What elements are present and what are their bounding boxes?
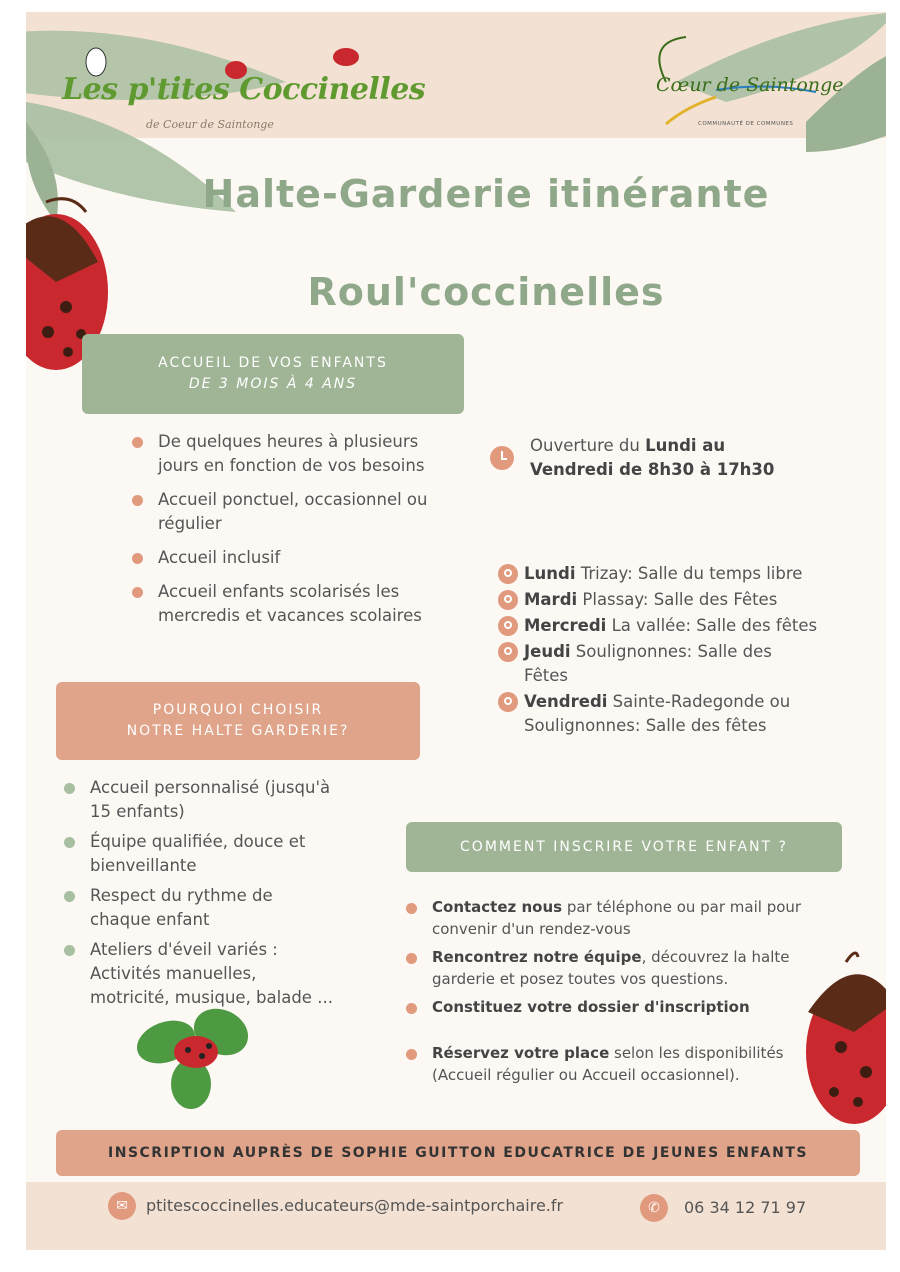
phone-number[interactable]: 06 34 12 71 97 [684, 1198, 807, 1217]
location-item: Jeudi Soulignonnes: Salle des Fêtes [498, 640, 818, 688]
inscription-banner-text: INSCRIPTION AUPRÈS DE SOPHIE GUITTON EDUCATRICE DE JEUNES ENFANTS [108, 1144, 808, 1161]
page-subtitle: Roul'coccinelles [307, 270, 665, 314]
location-pin-icon [498, 564, 518, 584]
list-item: Accueil personnalisé (jusqu'à 15 enfants) [64, 776, 334, 824]
bullet-dot [406, 903, 417, 914]
bullet-dot [64, 891, 75, 902]
list-item: Équipe qualifiée, douce et bienveillante [64, 830, 334, 878]
bullet-dot [132, 495, 143, 506]
phone-icon: ✆ [640, 1194, 668, 1222]
accueil-list [132, 430, 432, 638]
opening-hours: Ouverture du Lundi au Vendredi de 8h30 à 17h30 [530, 436, 775, 479]
inscrire-banner-text: COMMENT INSCRIRE VOTRE ENFANT ? [460, 838, 788, 855]
email-link[interactable]: ptitescoccinelles.educateurs@mde-saintporchaire.fr [146, 1196, 564, 1215]
list-item: Accueil inclusif [132, 546, 432, 570]
step-item: Constituez votre dossier d'inscription [406, 996, 826, 1018]
bullet-dot [132, 587, 143, 598]
logo-wave [666, 97, 716, 124]
flyer-page [26, 12, 886, 1250]
list-item: Ateliers d'éveil variés : Activités manuelles, motricité, musique, balade ... [64, 938, 334, 1010]
mail-icon: ✉ [108, 1192, 136, 1220]
step-item: Contactez nous par téléphone ou par mail pour convenir d'un rendez-vous [406, 896, 826, 940]
bullet-dot [132, 553, 143, 564]
step-item: Rencontrez notre équipe, découvrez la halte garderie et posez toutes vos questions. [406, 946, 826, 990]
pourquoi-banner-line2: NOTRE HALTE GARDERIE? [126, 723, 350, 739]
accueil-banner [82, 334, 464, 414]
list-item: Respect du rythme de chaque enfant [64, 884, 334, 932]
leaf-ladybug-cluster [131, 1000, 256, 1109]
clock-icon [490, 446, 514, 470]
accueil-banner-line1: ACCUEIL DE VOS ENFANTS [158, 355, 388, 371]
pourquoi-list [64, 776, 334, 1016]
pourquoi-banner-line1: POURQUOI CHOISIR [152, 702, 324, 718]
location-item: Vendredi Sainte-Radegonde ou Soulignonnes: Salle des fêtes [498, 690, 818, 738]
location-pin-icon [498, 642, 518, 662]
logo-right-name: Cœur de Saintonge [656, 74, 844, 96]
bullet-dot [64, 837, 75, 848]
bullet-dot [406, 1003, 417, 1014]
page-title: Halte-Garderie itinérante [202, 172, 770, 216]
bullet-dot [64, 783, 75, 794]
location-item: Lundi Trizay: Salle du temps libre [498, 562, 818, 586]
bullet-dot [406, 953, 417, 964]
location-pin-icon [498, 590, 518, 610]
location-pin-icon [498, 616, 518, 636]
locations-list [498, 562, 818, 740]
inscrire-steps [406, 896, 826, 1092]
location-item: Mardi Plassay: Salle des Fêtes [498, 588, 818, 612]
list-item: Accueil ponctuel, occasionnel ou régulier [132, 488, 432, 536]
pourquoi-banner [56, 682, 420, 760]
step-item: Réservez votre place selon les disponibilités (Accueil régulier ou Accueil occasionnel). [406, 1042, 826, 1086]
logo-left-subtitle: de Coeur de Saintonge [146, 118, 274, 131]
location-pin-icon [498, 692, 518, 712]
location-item: Mercredi La vallée: Salle des fêtes [498, 614, 818, 638]
list-item: Accueil enfants scolarisés les mercredis et vacances scolaires [132, 580, 432, 628]
logo-left-name: Les p'tites Coccinelles [62, 72, 426, 107]
bullet-dot [406, 1049, 417, 1060]
logo-right-subtitle: COMMUNAUTÉ DE COMMUNES [698, 121, 794, 127]
bullet-dot [132, 437, 143, 448]
inscrire-banner [406, 822, 842, 872]
list-item: De quelques heures à plusieurs jours en fonction de vos besoins [132, 430, 432, 478]
accueil-banner-line2: DE 3 MOIS À 4 ANS [188, 376, 358, 392]
bullet-dot [64, 945, 75, 956]
inscription-banner [56, 1130, 860, 1176]
